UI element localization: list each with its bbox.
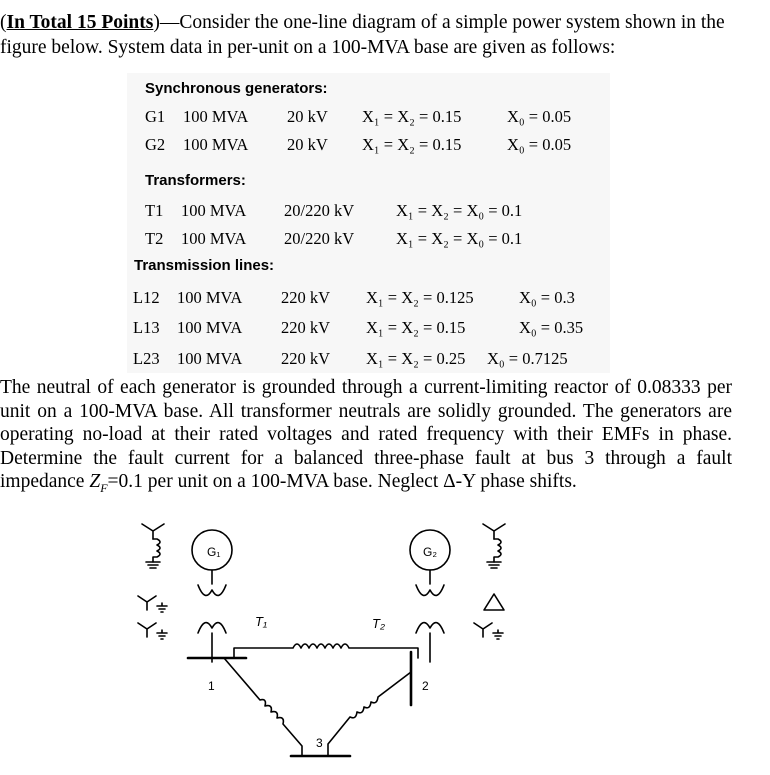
generators-heading: Synchronous generators:	[145, 80, 328, 97]
bus3-label: 3	[316, 736, 323, 750]
intro-close-paren: )	[153, 12, 160, 33]
generator-voltage: 20 kV	[287, 107, 328, 126]
g1-label: G₁	[207, 545, 221, 559]
t1-neutral-symbols	[138, 596, 167, 639]
paragraph-text: The neutral of each generator is grounded through a current-limiting reactor of 0.08333 per unit on a 100-MVA base. All transformer neutrals are solidly grounded. The generators are operating no-load at their rated voltages and rated frequency with their EMFs in phase. Determine the fault current for a balanced three-phase fault at bus 3 through a fault impedance	[0, 377, 732, 492]
g1-neutral-reactor	[142, 524, 164, 568]
lines-heading: Transmission lines:	[134, 257, 275, 274]
line-x0: X₀ = 0.3	[519, 288, 575, 307]
generator-rating: 100 MVA	[183, 107, 249, 126]
line-voltage: 220 kV	[281, 318, 331, 337]
one-line-diagram	[128, 512, 546, 774]
line-l23	[328, 672, 411, 756]
bus-3	[291, 736, 350, 756]
generator-x12: X₁ = X₂ = 0.15	[362, 107, 462, 126]
transformer-voltage: 20/220 kV	[284, 229, 355, 248]
transformer-name: T2	[145, 229, 164, 248]
line-voltage: 220 kV	[281, 288, 331, 307]
transformer-x: X₁ = X₂ = X₀ = 0.1	[396, 229, 523, 248]
line-x0: X₀ = 0.35	[519, 318, 584, 337]
transformer-rating: 100 MVA	[181, 229, 247, 248]
transformer-rating: 100 MVA	[181, 201, 247, 220]
paragraph-text-end: =0.1 per unit on a 100-MVA base. Neglect Δ-Y phase shifts.	[107, 471, 577, 492]
line-name: L13	[133, 318, 160, 337]
generator-g2	[410, 530, 450, 584]
generator-rating: 100 MVA	[183, 135, 249, 154]
generator-name: G1	[145, 107, 166, 126]
line-l12	[234, 644, 418, 658]
line-x12: X₁ = X₂ = 0.25	[366, 349, 466, 368]
bus1-label: 1	[208, 679, 215, 693]
fault-impedance-symbol: Z	[89, 471, 101, 492]
intro-text: —Consider the one-line diagram of a simple power system shown in the figure below. System data in per-unit on a 100-MVA base are given as follows:	[0, 12, 725, 58]
problem-intro	[0, 10, 768, 60]
line-x12: X₁ = X₂ = 0.125	[366, 288, 474, 307]
line-rating: 100 MVA	[177, 288, 243, 307]
generator-x12: X₁ = X₂ = 0.15	[362, 135, 462, 154]
transformer-name: T1	[145, 201, 164, 220]
fault-impedance-subscript: F	[100, 480, 108, 495]
problem-title: In Total 15 Points	[6, 12, 154, 33]
system-data-table	[127, 73, 610, 373]
transformers-heading: Transformers:	[145, 172, 246, 189]
line-voltage: 220 kV	[281, 349, 331, 368]
t2-winding-symbols	[474, 594, 504, 639]
line-rating: 100 MVA	[177, 318, 243, 337]
line-name: L23	[133, 349, 160, 368]
bus2-label: 2	[422, 679, 429, 693]
line-x0: X₀ = 0.7125	[487, 349, 568, 368]
t1-label: T₁	[255, 614, 268, 629]
intro-open-paren: (	[0, 12, 7, 33]
bus-1	[188, 658, 246, 693]
generator-x0: X₀ = 0.05	[507, 107, 572, 126]
transformer-x: X₁ = X₂ = X₀ = 0.1	[396, 201, 523, 220]
line-rating: 100 MVA	[177, 349, 243, 368]
line-x12: X₁ = X₂ = 0.15	[366, 318, 466, 337]
line-l13	[224, 658, 302, 756]
generator-voltage: 20 kV	[287, 135, 328, 154]
t2-label: T₂	[372, 616, 385, 631]
transformer-t1	[198, 585, 267, 662]
g2-label: G₂	[423, 545, 437, 559]
bus-2	[411, 652, 429, 705]
generator-name: G2	[145, 135, 166, 154]
line-name: L12	[133, 288, 160, 307]
problem-paragraph	[0, 376, 732, 500]
generator-x0: X₀ = 0.05	[507, 135, 572, 154]
g2-neutral-reactor	[483, 524, 505, 568]
transformer-voltage: 20/220 kV	[284, 201, 355, 220]
transformer-t2	[372, 585, 444, 662]
generator-g1	[192, 530, 232, 584]
